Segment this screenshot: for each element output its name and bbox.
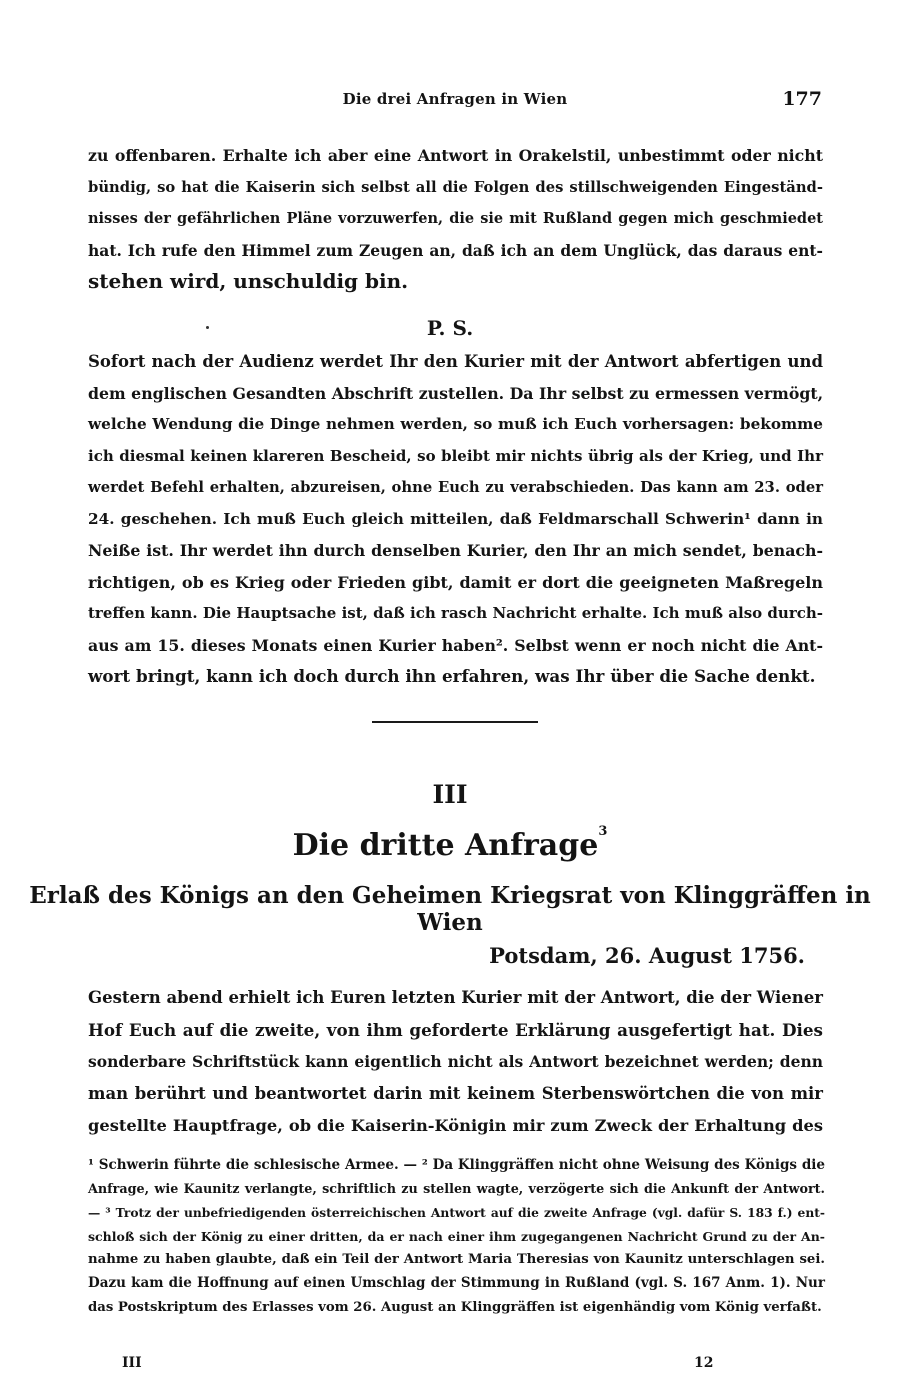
text-line: zu offenbaren. Erhalte ich aber eine Antwort in Orakelstil, unbestimmt oder nicht <box>88 146 823 165</box>
decree-title: Erlaß des Königs an den Geheimen Kriegsrat von Klinggräffen in Wien <box>29 882 871 936</box>
footnote-line: Dazu kam die Hoffnung auf einen Umschlag der Stimmung in Rußland (vgl. S. 167 Anm. 1). Nur <box>88 1274 825 1291</box>
postscript-heading: P. S. <box>426 316 474 340</box>
footnote-line: schloß sich der König zu einer dritten, da er nach einer ihm zugegangenen Nachricht Grund zu der An- <box>88 1228 825 1244</box>
text-line: 24. geschehen. Ich muß Euch gleich mitteilen, daß Feldmarschall Schwerin¹ dann in <box>88 509 823 528</box>
postscript-paragraph <box>88 346 823 693</box>
dateline: Potsdam, 26. August 1756. <box>489 943 805 968</box>
text-line: Gestern abend erhielt ich Euren letzten Kurier mit der Antwort, die der Wiener <box>88 988 823 1007</box>
text-line: werdet Befehl erhalten, abzureisen, ohne Euch zu verabschieden. Das kann am 23. oder <box>88 479 823 496</box>
text-line: richtigen, ob es Krieg oder Frieden gibt, damit er dort die geeigneten Maßregeln <box>88 572 823 592</box>
text-line: Hof Euch auf die zweite, von ihm geforderte Erklärung ausgefertigt hat. Dies <box>88 1020 823 1040</box>
footnotes <box>88 1154 825 1319</box>
section-number: III <box>432 780 468 809</box>
footnote-line: nahme zu haben glaubte, daß ein Teil der Antwort Maria Theresias von Kaunitz unterschlagen sei. <box>88 1252 825 1268</box>
decree-paragraph <box>88 982 823 1142</box>
text-line: Neiße ist. Ihr werdet ihn durch denselben Kurier, den Ihr an mich sendet, benach- <box>88 541 823 560</box>
signature-mark: III <box>122 1355 142 1371</box>
running-title: Die drei Anfragen in Wien <box>342 90 568 108</box>
body-paragraph-top <box>88 140 823 298</box>
text-line: Sofort nach der Audienz werdet Ihr den Kurier mit der Antwort abfertigen und <box>88 352 823 371</box>
footnote-marker: 3 <box>598 824 608 839</box>
running-head <box>88 88 822 116</box>
section-title <box>0 824 900 863</box>
text-line: gestellte Hauptfrage, ob die Kaiserin-Königin mir zum Zweck der Erhaltung des <box>88 1116 823 1135</box>
text-line: welche Wendung die Dinge nehmen werden, so muß ich Euch vorhersagen: bekomme <box>88 415 823 433</box>
section-divider <box>372 721 538 723</box>
sheet-number: 12 <box>694 1355 714 1371</box>
text-line: hat. Ich rufe den Himmel zum Zeugen an, daß ich an dem Unglück, das daraus ent- <box>88 240 823 260</box>
text-line: wort bringt, kann ich doch durch ihn erfahren, was Ihr über die Sache denkt. <box>88 666 816 686</box>
footnote-line: das Postskriptum des Erlasses vom 26. August an Klinggräffen ist eigenhändig vom König verfaßt. <box>88 1299 822 1315</box>
text-line: treffen kann. Die Hauptsache ist, daß ich rasch Nachricht erhalte. Ich muß also durch- <box>88 604 823 622</box>
footnote-line: Anfrage, wie Kaunitz verlangte, schriftlich zu stellen wagte, verzögerte sich die Ankunft der Antwort. <box>88 1181 825 1197</box>
text-line: dem englischen Gesandten Abschrift zustellen. Da Ihr selbst zu ermessen vermögt, <box>88 383 824 403</box>
section-title-text: Die dritte Anfrage <box>292 828 599 863</box>
text-line: nisses der gefährlichen Pläne vorzuwerfen, die sie mit Rußland gegen mich geschmiedet <box>88 210 823 227</box>
text-line: ich diesmal keinen klareren Bescheid, so bleibt mir nichts übrig als der Krieg, und Ihr <box>88 446 823 465</box>
text-line: stehen wird, unschuldig bin. <box>88 269 409 293</box>
text-line: bündig, so hat die Kaiserin sich selbst all die Folgen des stillschweigenden Eingeständ- <box>88 178 823 196</box>
footnote-line: ¹ Schwerin führte die schlesische Armee. — ² Da Klinggräffen nicht ohne Weisung des Königs die <box>88 1157 825 1173</box>
text-line: sonderbare Schriftstück kann eigentlich nicht als Antwort bezeichnet werden; denn <box>88 1052 823 1071</box>
text-line: aus am 15. dieses Monats einen Kurier haben². Selbst wenn er noch nicht die Ant- <box>88 635 823 655</box>
footnote-line: — ³ Trotz der unbefriedigenden österreichischen Antwort auf die zweite Anfrage (vgl. dafür S. 183 f.) ent- <box>88 1205 825 1221</box>
text-line: man berührt und beantwortet darin mit keinem Sterbenswörtchen die von mir <box>88 1084 823 1103</box>
page-number: 177 <box>782 88 822 110</box>
